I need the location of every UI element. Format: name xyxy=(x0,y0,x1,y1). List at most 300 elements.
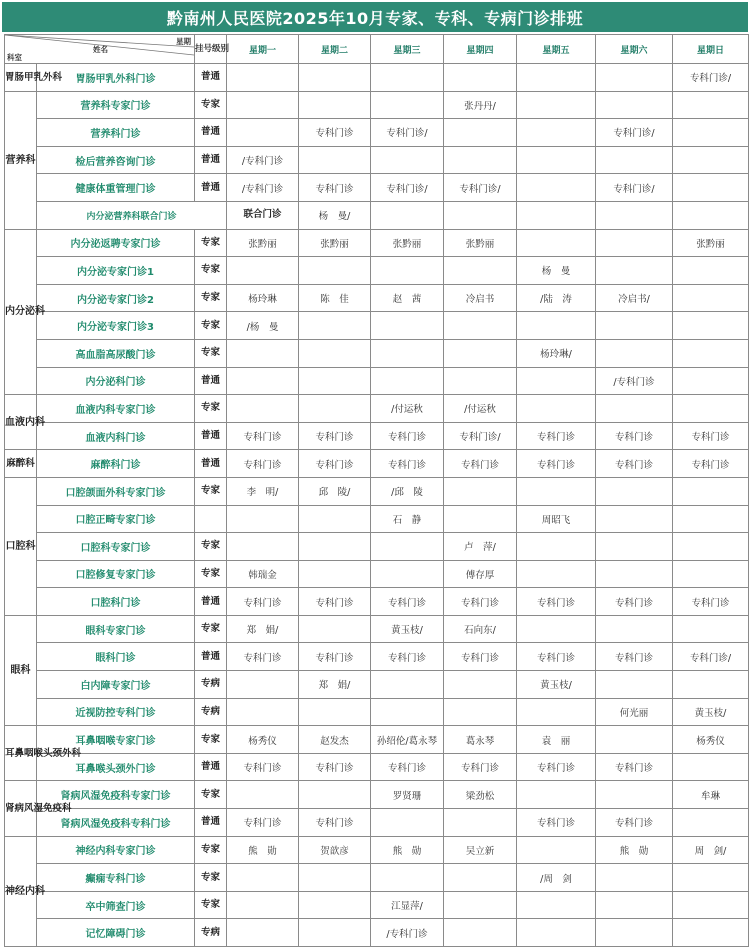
clinic-name: 麻醉科门诊 xyxy=(37,450,195,478)
table-row xyxy=(5,809,749,837)
schedule-cell-wed xyxy=(371,257,444,285)
schedule-cell-thu: 专科门诊 xyxy=(444,450,517,478)
level-column-header: 挂号级别 xyxy=(195,35,227,64)
table-row xyxy=(5,146,749,174)
table-row xyxy=(5,919,749,947)
clinic-name: 检后营养咨询门诊 xyxy=(37,146,195,174)
table-row xyxy=(5,505,749,533)
schedule-cell-wed: 专科门诊 xyxy=(371,643,444,671)
registration-level: 专家 xyxy=(195,312,227,340)
schedule-cell-fri: 杨 曼 xyxy=(517,257,596,285)
schedule-cell-sat: 专科门诊 xyxy=(596,422,673,450)
schedule-cell-sun xyxy=(673,367,749,395)
schedule-cell-sun xyxy=(673,891,749,919)
registration-level: 专家 xyxy=(195,615,227,643)
department-cell: 肾病风湿免疫科 xyxy=(5,781,37,836)
schedule-cell-sat xyxy=(596,891,673,919)
schedule-cell-tue: 专科门诊 xyxy=(299,588,371,616)
registration-level: 专病 xyxy=(195,671,227,699)
schedule-cell-sat xyxy=(596,864,673,892)
schedule-cell-thu: 专科门诊/ xyxy=(444,174,517,202)
schedule-cell-wed xyxy=(371,64,444,92)
schedule-cell-tue: 邱 陵/ xyxy=(299,477,371,505)
schedule-cell-mon xyxy=(227,698,299,726)
table-row xyxy=(5,698,749,726)
schedule-cell-wed: 赵 茜 xyxy=(371,284,444,312)
schedule-cell-sun xyxy=(673,533,749,561)
registration-level: 普通 xyxy=(195,809,227,837)
registration-level: 普通 xyxy=(195,588,227,616)
schedule-cell-wed: 专科门诊 xyxy=(371,753,444,781)
clinic-name: 肾病风湿免疫科专科门诊 xyxy=(37,809,195,837)
registration-level: 联合门诊 xyxy=(227,201,299,229)
department-cell: 眼科 xyxy=(5,615,37,725)
schedule-cell-tue: 贺歆彦 xyxy=(299,836,371,864)
schedule-cell-thu xyxy=(444,477,517,505)
clinic-name: 眼科门诊 xyxy=(37,643,195,671)
schedule-cell-mon: 专科门诊 xyxy=(227,422,299,450)
schedule-cell-tue xyxy=(299,312,371,340)
table-row xyxy=(5,864,749,892)
schedule-cell-fri: 袁 丽 xyxy=(517,726,596,754)
schedule-cell-sat: 专科门诊 xyxy=(596,809,673,837)
schedule-cell-sat xyxy=(596,257,673,285)
schedule-cell-wed xyxy=(371,560,444,588)
schedule-cell-sun: 周 剑/ xyxy=(673,836,749,864)
schedule-cell-wed xyxy=(371,533,444,561)
schedule-cell-sat xyxy=(596,229,673,257)
schedule-cell-sat xyxy=(596,477,673,505)
table-row xyxy=(5,588,749,616)
schedule-cell-thu xyxy=(444,671,517,699)
schedule-cell-mon xyxy=(227,671,299,699)
schedule-cell-sat xyxy=(596,64,673,92)
schedule-cell-tue: 专科门诊 xyxy=(299,643,371,671)
schedule-cell-fri: 专科门诊 xyxy=(517,588,596,616)
table-row xyxy=(5,395,749,423)
schedule-cell-fri xyxy=(517,312,596,340)
schedule-cell-fri: 专科门诊 xyxy=(517,422,596,450)
schedule-cell-sun xyxy=(673,174,749,202)
schedule-cell-sat xyxy=(596,505,673,533)
schedule-cell-thu: 石向东/ xyxy=(444,615,517,643)
schedule-cell-tue: 专科门诊 xyxy=(299,753,371,781)
clinic-name: 卒中筛查门诊 xyxy=(37,891,195,919)
schedule-cell-sun: 专科门诊/ xyxy=(673,64,749,92)
registration-level: 普通 xyxy=(195,753,227,781)
schedule-cell-mon xyxy=(227,257,299,285)
schedule-cell-fri xyxy=(517,560,596,588)
registration-level: 专家 xyxy=(195,257,227,285)
schedule-cell-mon xyxy=(227,919,299,947)
schedule-cell-sun xyxy=(673,284,749,312)
schedule-cell-sun xyxy=(673,671,749,699)
schedule-cell-thu: 专科门诊 xyxy=(444,588,517,616)
schedule-cell-sun: 杨秀仪 xyxy=(673,726,749,754)
schedule-cell-thu: 专科门诊 xyxy=(444,643,517,671)
day-header-sun: 星期日 xyxy=(673,35,749,64)
corner-name-label: 姓名 xyxy=(93,45,108,54)
schedule-cell-wed: /邱 陵 xyxy=(371,477,444,505)
clinic-name: 口腔科门诊 xyxy=(37,588,195,616)
schedule-cell-tue xyxy=(299,891,371,919)
table-row xyxy=(5,367,749,395)
schedule-cell-wed xyxy=(371,671,444,699)
clinic-name: 眼科专家门诊 xyxy=(37,615,195,643)
table-row xyxy=(5,643,749,671)
registration-level: 专家 xyxy=(195,229,227,257)
schedule-cell-fri xyxy=(517,174,596,202)
schedule-cell-thu xyxy=(517,201,596,229)
schedule-cell-wed: 专科门诊/ xyxy=(371,174,444,202)
schedule-cell-thu xyxy=(444,146,517,174)
table-row xyxy=(5,781,749,809)
table-row xyxy=(5,533,749,561)
schedule-cell-sat: 专科门诊/ xyxy=(596,119,673,147)
schedule-cell-mon xyxy=(227,119,299,147)
schedule-cell-sat: 专科门诊 xyxy=(596,643,673,671)
clinic-name: 内分泌专家门诊2 xyxy=(37,284,195,312)
registration-level: 专家 xyxy=(195,781,227,809)
schedule-cell-thu: 葛永琴 xyxy=(444,726,517,754)
schedule-cell-sat xyxy=(596,339,673,367)
day-header-fri: 星期五 xyxy=(517,35,596,64)
clinic-name: 口腔正畸专家门诊 xyxy=(37,505,195,533)
schedule-cell-fri: 专科门诊 xyxy=(517,450,596,478)
registration-level: 专家 xyxy=(195,395,227,423)
schedule-cell-mon: 韩瑞金 xyxy=(227,560,299,588)
schedule-cell-fri: /周 剑 xyxy=(517,864,596,892)
schedule-cell-thu: 卢 萍/ xyxy=(444,533,517,561)
schedule-cell-tue: 专科门诊 xyxy=(299,174,371,202)
schedule-cell-sun: 张黔丽 xyxy=(673,229,749,257)
schedule-cell-mon xyxy=(227,367,299,395)
registration-level: 普通 xyxy=(195,367,227,395)
registration-level: 普通 xyxy=(195,64,227,92)
schedule-cell-fri: /陆 涛 xyxy=(517,284,596,312)
schedule-cell-mon: 杨 曼/ xyxy=(299,201,371,229)
clinic-name: 营养科门诊 xyxy=(37,119,195,147)
schedule-cell-mon: 专科门诊 xyxy=(227,450,299,478)
clinic-name: 耳鼻咽喉专家门诊 xyxy=(37,726,195,754)
clinic-name: 癫痫专科门诊 xyxy=(37,864,195,892)
schedule-cell-tue: 专科门诊 xyxy=(299,119,371,147)
registration-level xyxy=(195,505,227,533)
registration-level: 专家 xyxy=(195,726,227,754)
department-cell: 口腔科 xyxy=(5,477,37,615)
schedule-cell-fri xyxy=(517,919,596,947)
day-header-tue: 星期二 xyxy=(299,35,371,64)
schedule-cell-mon: 李 明/ xyxy=(227,477,299,505)
registration-level: 普通 xyxy=(195,146,227,174)
schedule-cell-sun xyxy=(673,477,749,505)
clinic-name: 血液内科门诊 xyxy=(37,422,195,450)
registration-level: 专家 xyxy=(195,891,227,919)
corner-day-label: 星期 xyxy=(176,37,191,46)
registration-level: 专家 xyxy=(195,284,227,312)
schedule-cell-sun xyxy=(673,615,749,643)
schedule-cell-sat: 专科门诊 xyxy=(596,588,673,616)
clinic-name: 口腔修复专家门诊 xyxy=(37,560,195,588)
schedule-cell-tue: 专科门诊 xyxy=(299,809,371,837)
schedule-cell-mon: 专科门诊 xyxy=(227,643,299,671)
schedule-cell-sat: 何光丽 xyxy=(596,698,673,726)
schedule-cell-sun xyxy=(673,257,749,285)
clinic-name: 健康体重管理门诊 xyxy=(37,174,195,202)
schedule-cell-mon: 杨玲琳 xyxy=(227,284,299,312)
registration-level: 普通 xyxy=(195,174,227,202)
schedule-cell-sat xyxy=(596,91,673,119)
schedule-cell-mon: /专科门诊 xyxy=(227,174,299,202)
schedule-cell-fri xyxy=(517,891,596,919)
schedule-cell-mon xyxy=(227,505,299,533)
schedule-cell-thu xyxy=(444,119,517,147)
table-row xyxy=(5,422,749,450)
schedule-cell-thu xyxy=(444,809,517,837)
schedule-cell-sun xyxy=(673,560,749,588)
schedule-cell-wed xyxy=(371,809,444,837)
schedule-cell-fri xyxy=(517,395,596,423)
schedule-cell-sun xyxy=(673,146,749,174)
schedule-cell-sat: 专科门诊/ xyxy=(596,174,673,202)
table-row xyxy=(5,753,749,781)
day-header-wed: 星期三 xyxy=(371,35,444,64)
clinic-name: 神经内科专家门诊 xyxy=(37,836,195,864)
schedule-cell-thu: /付运秋 xyxy=(444,395,517,423)
schedule-cell-sun: 专科门诊/ xyxy=(673,643,749,671)
schedule-cell-sat: 熊 勋 xyxy=(596,836,673,864)
schedule-cell-tue xyxy=(299,339,371,367)
schedule-cell-sat: /专科门诊 xyxy=(596,367,673,395)
schedule-cell-thu: 吴立新 xyxy=(444,836,517,864)
schedule-cell-sun: 专科门诊 xyxy=(673,450,749,478)
schedule-cell-sun xyxy=(673,505,749,533)
table-row xyxy=(5,891,749,919)
schedule-cell-wed xyxy=(371,146,444,174)
schedule-cell-sat xyxy=(596,726,673,754)
department-cell: 耳鼻咽喉头颈外科 xyxy=(5,726,37,781)
registration-level: 专家 xyxy=(195,864,227,892)
schedule-cell-fri xyxy=(517,615,596,643)
schedule-cell-thu xyxy=(444,64,517,92)
schedule-cell-sun: 专科门诊 xyxy=(673,422,749,450)
schedule-cell-tue xyxy=(371,201,444,229)
day-header-mon: 星期一 xyxy=(227,35,299,64)
clinic-name: 白内障专家门诊 xyxy=(37,671,195,699)
schedule-cell-fri xyxy=(517,367,596,395)
schedule-cell-tue: 陈 佳 xyxy=(299,284,371,312)
schedule-cell-tue: 赵发杰 xyxy=(299,726,371,754)
table-row xyxy=(5,284,749,312)
schedule-cell-wed: /付运秋 xyxy=(371,395,444,423)
corner-dept-label: 科室 xyxy=(7,53,22,62)
department-cell: 麻醉科 xyxy=(5,450,37,478)
clinic-name: 肾病风湿免疫科专家门诊 xyxy=(37,781,195,809)
schedule-cell-sun xyxy=(673,753,749,781)
schedule-cell-thu xyxy=(444,339,517,367)
schedule-cell-wed: 专科门诊 xyxy=(371,588,444,616)
registration-level: 普通 xyxy=(195,643,227,671)
schedule-cell-fri: 专科门诊 xyxy=(517,753,596,781)
schedule-cell-wed: 石 静 xyxy=(371,505,444,533)
schedule-cell-wed: 专科门诊 xyxy=(371,450,444,478)
schedule-cell-fri xyxy=(517,229,596,257)
clinic-name: 胃肠甲乳外科门诊 xyxy=(37,64,195,92)
schedule-cell-tue: 专科门诊 xyxy=(299,422,371,450)
schedule-cell-wed xyxy=(371,367,444,395)
clinic-name: 口腔科专家门诊 xyxy=(37,533,195,561)
schedule-cell-tue xyxy=(299,91,371,119)
schedule-cell-fri xyxy=(517,64,596,92)
schedule-cell-thu xyxy=(444,367,517,395)
table-row xyxy=(5,119,749,147)
schedule-cell-thu: 张黔丽 xyxy=(444,229,517,257)
department-cell: 胃肠甲乳外科 xyxy=(5,64,37,92)
clinic-name: 内分泌返聘专家门诊 xyxy=(37,229,195,257)
clinic-name: 内分泌专家门诊3 xyxy=(37,312,195,340)
department-cell: 内分泌科 xyxy=(5,229,37,395)
schedule-cell-sat xyxy=(596,395,673,423)
schedule-cell-mon xyxy=(227,339,299,367)
schedule-cell-wed xyxy=(444,201,517,229)
schedule-cell-tue xyxy=(299,533,371,561)
schedule-cell-wed xyxy=(371,91,444,119)
schedule-cell-sat xyxy=(596,781,673,809)
schedule-cell-fri: 专科门诊 xyxy=(517,643,596,671)
table-row xyxy=(5,201,749,229)
schedule-cell-mon: 熊 勋 xyxy=(227,836,299,864)
clinic-name: 内分泌科门诊 xyxy=(37,367,195,395)
table-row xyxy=(5,477,749,505)
schedule-cell-mon: 杨秀仪 xyxy=(227,726,299,754)
schedule-cell-sat: 冷启书/ xyxy=(596,284,673,312)
schedule-cell-fri xyxy=(517,533,596,561)
schedule-cell-mon xyxy=(227,891,299,919)
schedule-cell-sat xyxy=(596,312,673,340)
table-row xyxy=(5,560,749,588)
schedule-cell-wed: 江显萍/ xyxy=(371,891,444,919)
schedule-cell-sat xyxy=(596,671,673,699)
schedule-cell-sun xyxy=(673,864,749,892)
registration-level: 专家 xyxy=(195,533,227,561)
registration-level: 专家 xyxy=(195,560,227,588)
registration-level: 专病 xyxy=(195,698,227,726)
schedule-cell-sun: 牟琳 xyxy=(673,781,749,809)
schedule-cell-fri xyxy=(517,781,596,809)
schedule-cell-tue: 专科门诊 xyxy=(299,450,371,478)
schedule-cell-thu: 傅存厚 xyxy=(444,560,517,588)
schedule-cell-mon: 专科门诊 xyxy=(227,753,299,781)
schedule-cell-fri: 黄玉枝/ xyxy=(517,671,596,699)
table-row xyxy=(5,339,749,367)
schedule-cell-wed: 熊 勋 xyxy=(371,836,444,864)
joint-clinic-name: 内分泌营养科联合门诊 xyxy=(37,201,227,229)
clinic-name: 高血脂高尿酸门诊 xyxy=(37,339,195,367)
registration-level: 专病 xyxy=(195,919,227,947)
schedule-cell-thu: 冷启书 xyxy=(444,284,517,312)
schedule-cell-sun xyxy=(673,395,749,423)
schedule-cell-wed xyxy=(371,339,444,367)
schedule-cell-wed: 张黔丽 xyxy=(371,229,444,257)
schedule-cell-wed xyxy=(371,698,444,726)
schedule-cell-sun xyxy=(673,339,749,367)
schedule-cell-wed xyxy=(371,864,444,892)
schedule-cell-fri xyxy=(517,146,596,174)
schedule-cell-thu xyxy=(444,505,517,533)
page-title: 黔南州人民医院2025年10月专家、专科、专病门诊排班 xyxy=(2,2,748,32)
clinic-name: 记忆障碍门诊 xyxy=(37,919,195,947)
schedule-cell-mon: /专科门诊 xyxy=(227,146,299,174)
registration-level: 专家 xyxy=(195,91,227,119)
schedule-cell-thu xyxy=(444,919,517,947)
schedule-body xyxy=(5,64,749,947)
table-row xyxy=(5,257,749,285)
schedule-cell-fri: 周昭飞 xyxy=(517,505,596,533)
schedule-cell-sat xyxy=(596,146,673,174)
table-row xyxy=(5,64,749,92)
schedule-cell-sun xyxy=(673,809,749,837)
schedule-cell-sat: 专科门诊 xyxy=(596,450,673,478)
schedule-cell-tue: 郑 娟/ xyxy=(299,671,371,699)
day-header-sat: 星期六 xyxy=(596,35,673,64)
schedule-cell-mon: 专科门诊 xyxy=(227,588,299,616)
schedule-cell-sat xyxy=(596,615,673,643)
schedule-cell-tue xyxy=(299,395,371,423)
registration-level: 专家 xyxy=(195,339,227,367)
schedule-cell-fri xyxy=(517,836,596,864)
schedule-cell-sat xyxy=(596,560,673,588)
schedule-cell-tue xyxy=(299,64,371,92)
schedule-cell-wed: 专科门诊 xyxy=(371,422,444,450)
schedule-cell-sat: 专科门诊 xyxy=(596,753,673,781)
clinic-name: 内分泌专家门诊1 xyxy=(37,257,195,285)
schedule-cell-fri xyxy=(517,119,596,147)
table-row xyxy=(5,174,749,202)
table-row xyxy=(5,91,749,119)
schedule-cell-mon xyxy=(227,533,299,561)
schedule-cell-thu: 专科门诊/ xyxy=(444,422,517,450)
schedule-cell-sun: 黄玉枝/ xyxy=(673,698,749,726)
schedule-cell-tue xyxy=(299,505,371,533)
schedule-table xyxy=(4,34,749,947)
schedule-cell-mon: /杨 曼 xyxy=(227,312,299,340)
registration-level: 专家 xyxy=(195,477,227,505)
schedule-cell-thu: 专科门诊 xyxy=(444,753,517,781)
clinic-name: 血液内科专家门诊 xyxy=(37,395,195,423)
schedule-cell-wed: 孙绍伦/葛永琴 xyxy=(371,726,444,754)
table-row xyxy=(5,615,749,643)
schedule-cell-mon xyxy=(227,395,299,423)
schedule-cell-thu xyxy=(444,257,517,285)
schedule-cell-thu xyxy=(444,864,517,892)
clinic-name: 近视防控专科门诊 xyxy=(37,698,195,726)
schedule-cell-tue xyxy=(299,146,371,174)
schedule-cell-mon xyxy=(227,64,299,92)
clinic-name: 耳鼻喉头颈外门诊 xyxy=(37,753,195,781)
schedule-cell-sun xyxy=(673,919,749,947)
schedule-cell-sun xyxy=(673,312,749,340)
schedule-cell-tue xyxy=(299,367,371,395)
day-header-thu: 星期四 xyxy=(444,35,517,64)
schedule-cell-fri: 专科门诊 xyxy=(517,809,596,837)
schedule-cell-wed: 罗贤珊 xyxy=(371,781,444,809)
department-cell: 血液内科 xyxy=(5,395,37,450)
schedule-cell-thu xyxy=(444,891,517,919)
registration-level: 普通 xyxy=(195,119,227,147)
schedule-cell-thu xyxy=(444,312,517,340)
clinic-name: 口腔颌面外科专家门诊 xyxy=(37,477,195,505)
schedule-cell-mon: 郑 娟/ xyxy=(227,615,299,643)
